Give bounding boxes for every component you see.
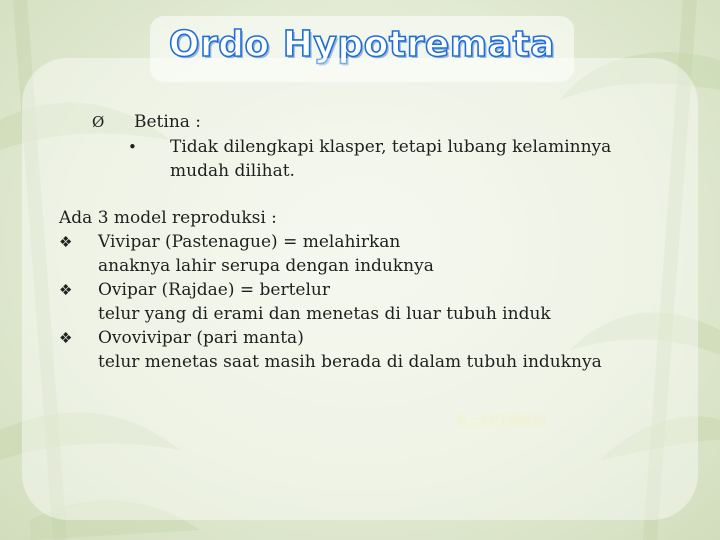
diamond-bullet-icon: ❖ (59, 233, 73, 251)
vivipar-line-2: anaknya lahir serupa dengan induknya (98, 256, 434, 276)
dot-bullet-icon: • (128, 138, 137, 156)
betina-line-2: mudah dilihat. (170, 161, 295, 181)
betina-label: Betina : (134, 112, 202, 132)
vivipar-line-1: Vivipar (Pastenague) = melahirkan (98, 232, 401, 252)
arrow-bullet-icon: Ø (92, 113, 105, 131)
ovipar-line-1: Ovipar (Rajdae) = bertelur (98, 280, 330, 300)
footer-link[interactable]: 第一PPT模板网 (455, 413, 547, 428)
diamond-bullet-icon: ❖ (59, 329, 73, 347)
ovipar-line-2: telur yang di erami dan menetas di luar tubuh induk (98, 304, 551, 324)
slide-title: Ordo Hypotremata (168, 24, 556, 65)
ovovivipar-line-1: Ovovivipar (pari manta) (98, 328, 304, 348)
betina-line-1: Tidak dilengkapi klasper, tetapi lubang kelaminnya (170, 137, 612, 157)
diamond-bullet-icon: ❖ (59, 281, 73, 299)
reproduksi-heading: Ada 3 model reproduksi : (59, 208, 277, 228)
ovovivipar-line-2: telur menetas saat masih berada di dalam tubuh induknya (98, 352, 602, 372)
